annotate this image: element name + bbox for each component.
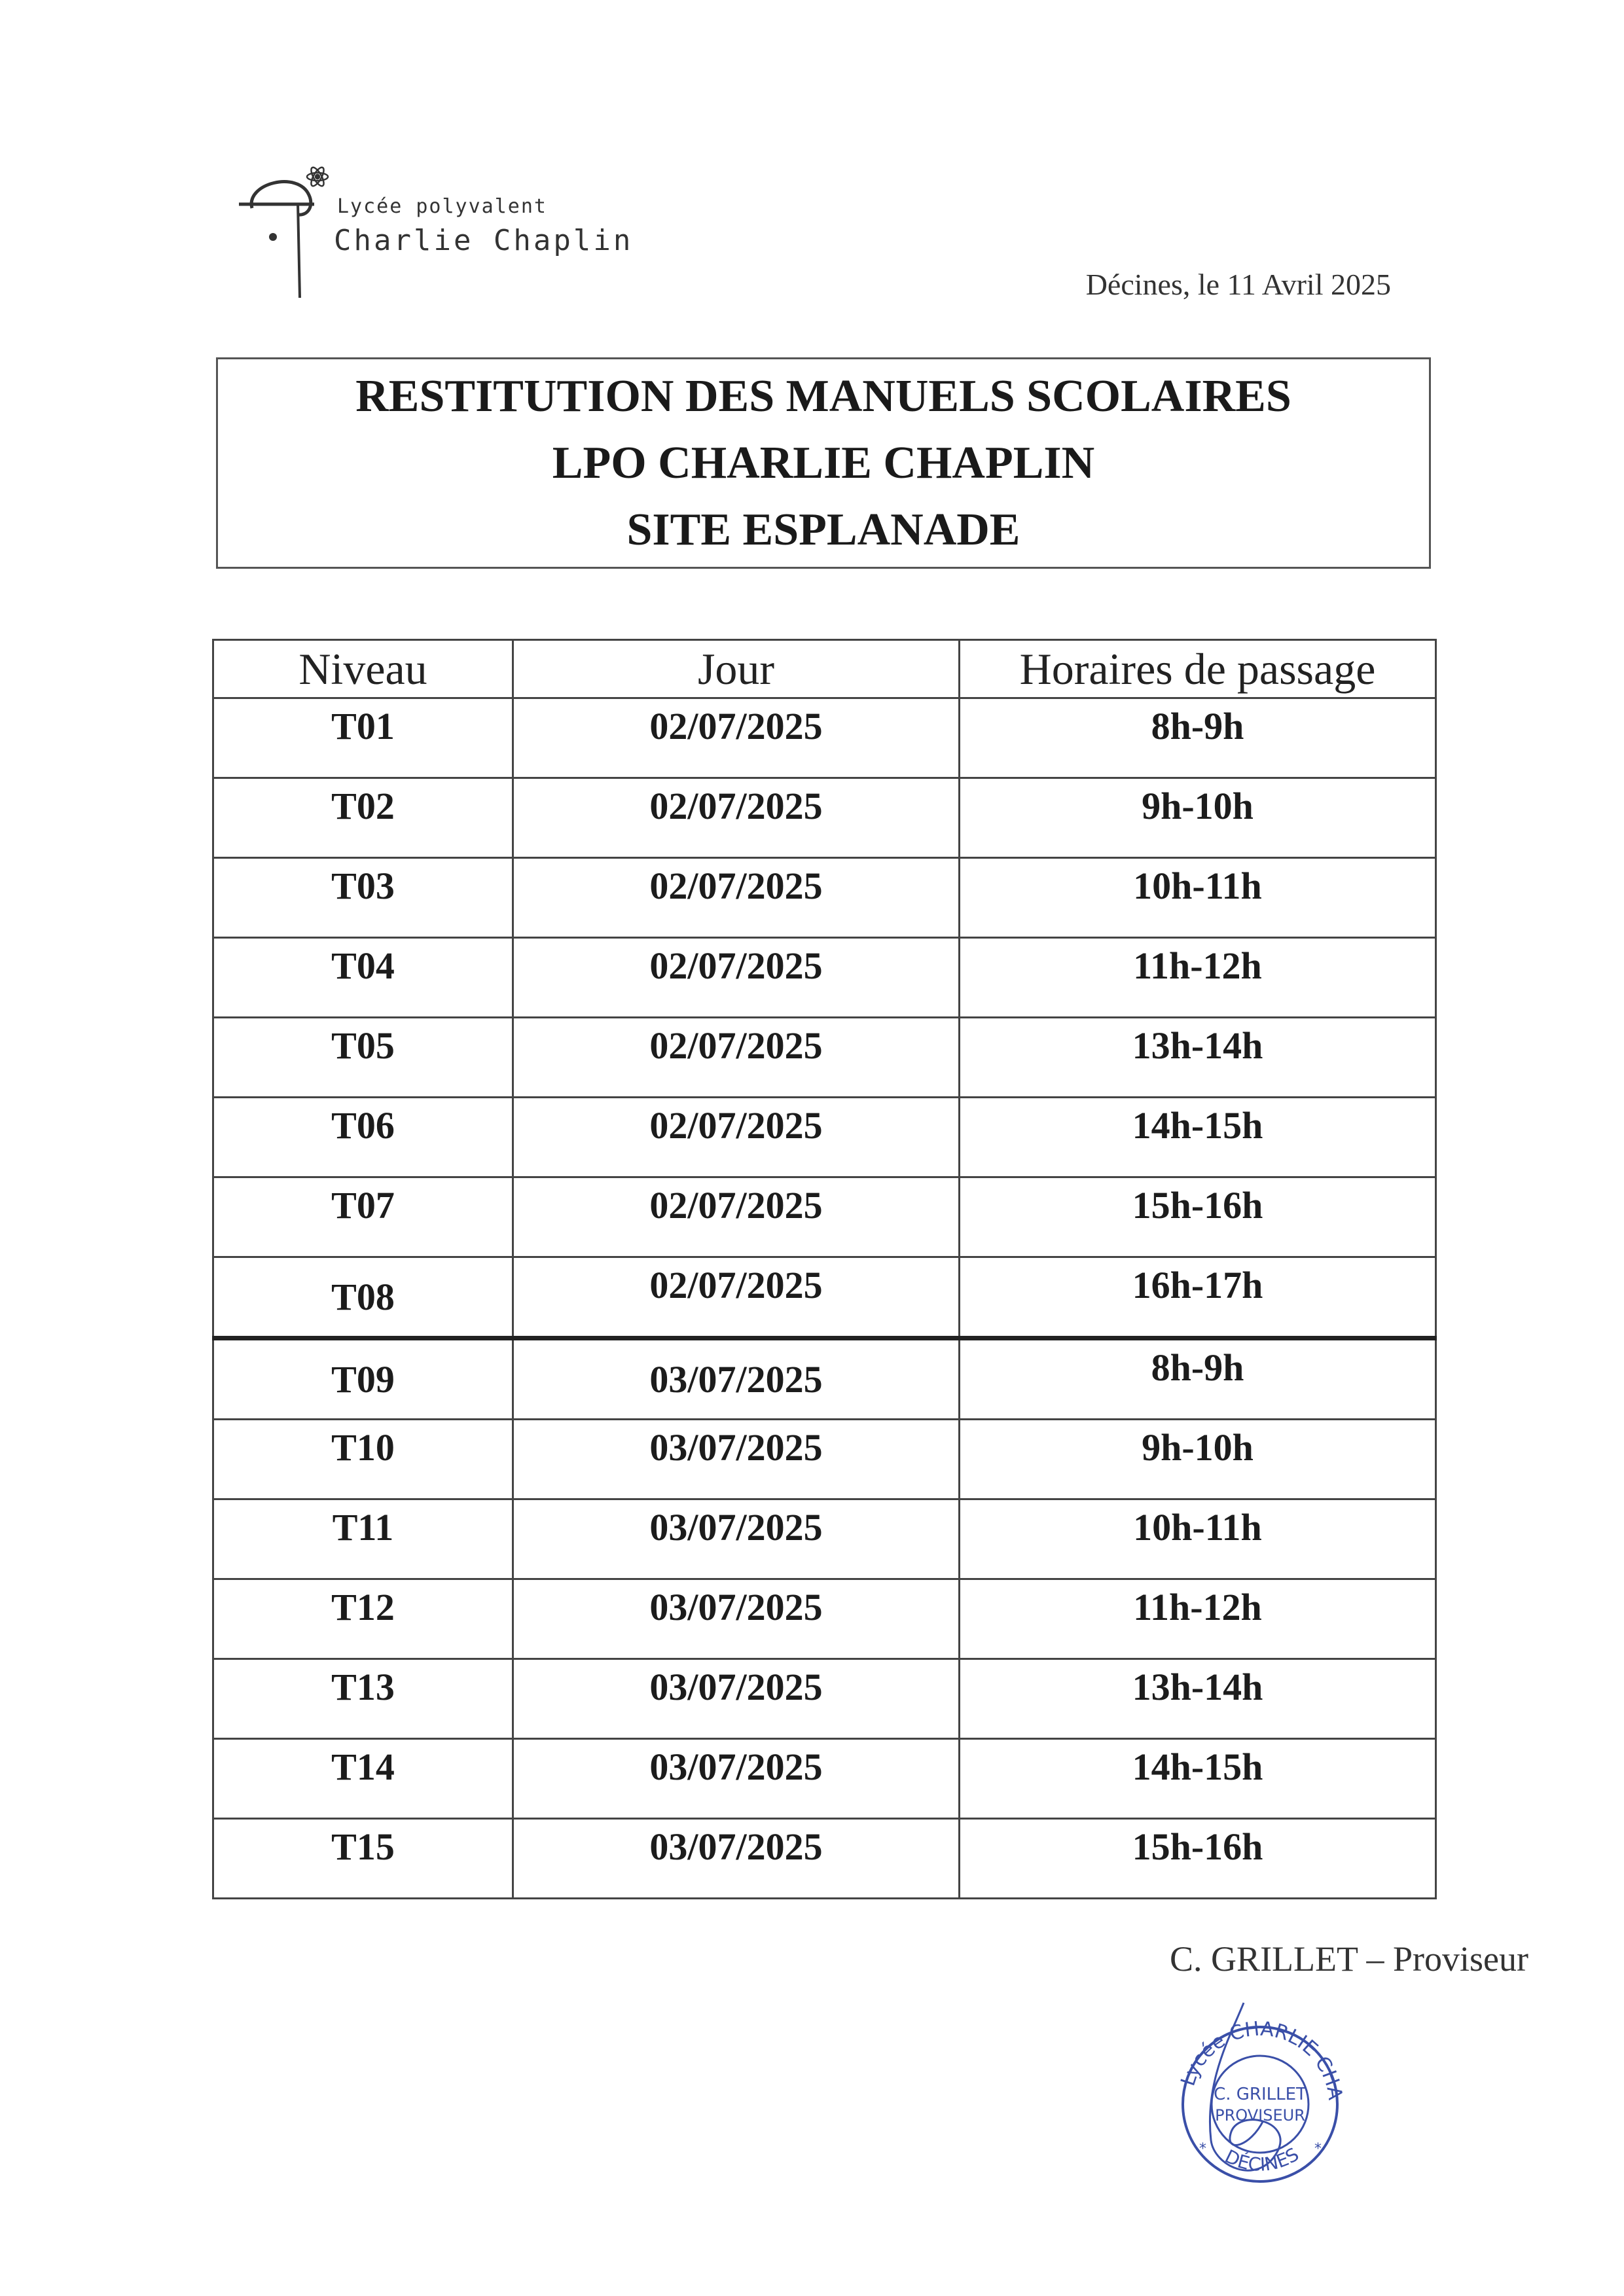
cell-horaire: 13h-14h — [960, 1018, 1436, 1098]
cell-niveau: T01 — [213, 698, 513, 778]
cell-horaire: 11h-12h — [960, 938, 1436, 1018]
title-line-2: LPO CHARLIE CHAPLIN — [552, 437, 1095, 488]
cell-niveau: T13 — [213, 1659, 513, 1739]
cell-niveau: T02 — [213, 778, 513, 858]
cell-jour: 02/07/2025 — [513, 938, 960, 1018]
cell-jour: 02/07/2025 — [513, 1257, 960, 1338]
school-type: Lycée polyvalent — [337, 195, 547, 218]
cell-jour: 02/07/2025 — [513, 1098, 960, 1177]
cell-niveau: T11 — [213, 1499, 513, 1579]
cell-niveau: T09 — [213, 1338, 513, 1420]
cell-niveau: T03 — [213, 858, 513, 938]
official-stamp-icon — [1165, 1990, 1355, 2199]
table-row — [213, 1177, 1436, 1257]
cell-horaire: 15h-16h — [960, 1177, 1436, 1257]
title-box — [216, 357, 1431, 569]
cell-niveau: T07 — [213, 1177, 513, 1257]
cell-jour: 03/07/2025 — [513, 1338, 960, 1420]
svg-text:DÉCINES: DÉCINES — [1221, 2143, 1303, 2176]
table-row — [213, 1098, 1436, 1177]
school-logo — [236, 157, 694, 308]
cell-horaire: 16h-17h — [960, 1257, 1436, 1338]
signer-name: C. GRILLET – Proviseur — [1170, 1939, 1528, 1979]
table-row — [213, 698, 1436, 778]
school-logo-atom-icon — [236, 157, 334, 308]
table-row — [213, 1819, 1436, 1899]
cell-jour: 03/07/2025 — [513, 1420, 960, 1499]
cell-niveau: T10 — [213, 1420, 513, 1499]
cell-jour: 03/07/2025 — [513, 1739, 960, 1819]
cell-horaire: 13h-14h — [960, 1659, 1436, 1739]
official-stamp — [1165, 1990, 1355, 2199]
cell-horaire: 8h-9h — [960, 698, 1436, 778]
cell-jour: 02/07/2025 — [513, 1018, 960, 1098]
cell-horaire: 10h-11h — [960, 858, 1436, 938]
table-row — [213, 1659, 1436, 1739]
document-date: Décines, le 11 Avril 2025 — [1085, 268, 1391, 301]
cell-jour: 03/07/2025 — [513, 1659, 960, 1739]
svg-text:*: * — [1314, 2141, 1322, 2157]
svg-text:PROVISEUR: PROVISEUR — [1215, 2106, 1305, 2125]
cell-horaire: 14h-15h — [960, 1098, 1436, 1177]
header-horaires: Horaires de passage — [960, 640, 1436, 698]
cell-jour: 02/07/2025 — [513, 1177, 960, 1257]
table-row — [213, 1338, 1436, 1420]
cell-niveau: T15 — [213, 1819, 513, 1899]
cell-horaire: 10h-11h — [960, 1499, 1436, 1579]
school-name: Charlie Chaplin — [334, 224, 634, 257]
svg-text:*: * — [1199, 2141, 1206, 2157]
cell-horaire: 15h-16h — [960, 1819, 1436, 1899]
svg-text:C. GRILLET: C. GRILLET — [1214, 2085, 1307, 2104]
cell-jour: 02/07/2025 — [513, 858, 960, 938]
cell-horaire: 8h-9h — [960, 1338, 1436, 1420]
cell-niveau: T04 — [213, 938, 513, 1018]
cell-horaire: 9h-10h — [960, 778, 1436, 858]
svg-text:Lycée CHARLIE CHAPLIN: Lycée CHARLIE CHA — [1176, 2017, 1347, 2102]
cell-horaire: 11h-12h — [960, 1579, 1436, 1659]
table-row — [213, 858, 1436, 938]
cell-jour: 02/07/2025 — [513, 778, 960, 858]
cell-niveau: T05 — [213, 1018, 513, 1098]
cell-horaire: 14h-15h — [960, 1739, 1436, 1819]
cell-niveau: T08 — [213, 1257, 513, 1338]
cell-horaire: 9h-10h — [960, 1420, 1436, 1499]
cell-jour: 03/07/2025 — [513, 1579, 960, 1659]
table-row — [213, 1257, 1436, 1338]
table-row — [213, 1018, 1436, 1098]
header-niveau: Niveau — [213, 640, 513, 698]
cell-jour: 03/07/2025 — [513, 1819, 960, 1899]
header-jour: Jour — [513, 640, 960, 698]
table-row — [213, 938, 1436, 1018]
cell-jour: 02/07/2025 — [513, 698, 960, 778]
table-row — [213, 1739, 1436, 1819]
table-row — [213, 1499, 1436, 1579]
cell-niveau: T14 — [213, 1739, 513, 1819]
table-header-row — [213, 640, 1436, 698]
title-line-1: RESTITUTION DES MANUELS SCOLAIRES — [355, 370, 1291, 422]
table-row — [213, 1420, 1436, 1499]
cell-jour: 03/07/2025 — [513, 1499, 960, 1579]
cell-niveau: T12 — [213, 1579, 513, 1659]
title-line-3: SITE ESPLANADE — [626, 504, 1020, 555]
schedule-table — [212, 639, 1437, 1899]
table-row — [213, 778, 1436, 858]
table-row — [213, 1579, 1436, 1659]
cell-niveau: T06 — [213, 1098, 513, 1177]
